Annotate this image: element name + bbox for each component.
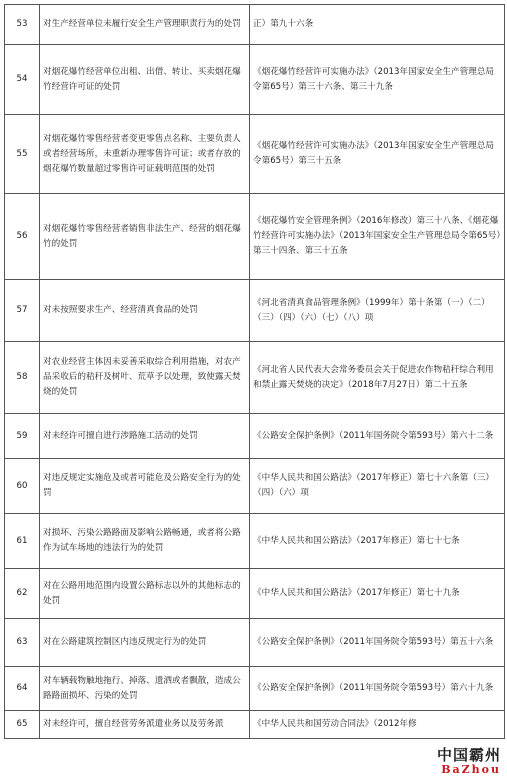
- table-row: [5, 459, 505, 514]
- legal-basis: 《烟花爆竹经营许可实施办法》（2013年国家安全生产管理总局令第65号）第三十六条、第三十九条: [250, 45, 505, 115]
- table-row: [5, 667, 505, 711]
- row-number: 65: [5, 711, 40, 739]
- table-row: [5, 619, 505, 667]
- table-row: [5, 280, 505, 342]
- row-number: 60: [5, 459, 40, 514]
- penalty-item: 对未经许可，擅自经营劳务派遣业务以及劳务派: [40, 711, 250, 739]
- legal-basis: 《烟花爆竹经营许可实施办法》（2013年国家安全生产管理总局令第65号）第三十五条: [250, 115, 505, 194]
- legal-basis: 《公路安全保护条例》（2011年国务院令第593号）第六十二条: [250, 414, 505, 459]
- row-number: 57: [5, 280, 40, 342]
- penalty-item: 对烟花爆竹零售经营者变更零售点名称、主要负责人或者经营场所，未重新办理零售许可证；或者存放的烟花爆竹数量超过零售许可证载明范围的处罚: [40, 115, 250, 194]
- legal-basis: 正）第九十六条: [250, 5, 505, 45]
- row-number: 62: [5, 569, 40, 619]
- legal-basis: 《中华人民共和国公路法》（2017年修正）第七十七条: [250, 514, 505, 569]
- penalty-item: 对未按照要求生产、经营清真食品的处罚: [40, 280, 250, 342]
- table-row: [5, 5, 505, 45]
- table-row: [5, 569, 505, 619]
- legal-basis: 《烟花爆竹安全管理条例》（2016年修改）第三十八条、《烟花爆竹经营许可实施办法》（2013年国家安全生产管理总局令第65号）第三十四条、第三十五条: [250, 194, 505, 280]
- penalty-item: 对烟花爆竹经营单位出租、出借、转让、买卖烟花爆竹经营许可证的处罚: [40, 45, 250, 115]
- legal-basis: 《中华人民共和国劳动合同法》（2012年修: [250, 711, 505, 739]
- table-row: [5, 194, 505, 280]
- table-row: [5, 115, 505, 194]
- watermark-pinyin: BaZhou: [441, 763, 501, 776]
- table-row: [5, 45, 505, 115]
- table-row: [5, 414, 505, 459]
- legal-basis: 《中华人民共和国公路法》（2017年修正）第七十六条第（三）（四）（六）项: [250, 459, 505, 514]
- row-number: 56: [5, 194, 40, 280]
- watermark-name: 中国霸州: [436, 746, 501, 764]
- penalty-item: 对违反规定实施危及或者可能危及公路安全行为的处罚: [40, 459, 250, 514]
- penalty-item: 对车辆载物触地拖行、掉落、遗洒或者飘散，造成公路路面损坏、污染的处罚: [40, 667, 250, 711]
- row-number: 53: [5, 5, 40, 45]
- table-row: [5, 342, 505, 414]
- penalty-item: 对在公路建筑控制区内违反规定行为的处罚: [40, 619, 250, 667]
- row-number: 54: [5, 45, 40, 115]
- table-body: [5, 5, 505, 739]
- penalty-table: [4, 4, 505, 739]
- legal-basis: 《中华人民共和国公路法》（2017年修正）第七十九条: [250, 569, 505, 619]
- bazhou-watermark-logo: [437, 744, 501, 776]
- penalty-item: 对在公路用地范围内设置公路标志以外的其他标志的处罚: [40, 569, 250, 619]
- penalty-item: 对未经许可擅自进行涉路施工活动的处罚: [40, 414, 250, 459]
- penalty-item: 对烟花爆竹零售经营者销售非法生产、经营的烟花爆竹的处罚: [40, 194, 250, 280]
- legal-basis: 《公路安全保护条例》（2011年国务院令第593号）第六十九条: [250, 667, 505, 711]
- row-number: 58: [5, 342, 40, 414]
- penalty-item: 对农业经营主体因未妥善采取综合利用措施，对农产品采收后的秸秆及树叶、荒草予以处理，致使露天焚烧的处罚: [40, 342, 250, 414]
- legal-basis: 《河北省人民代表大会常务委员会关于促进农作物秸秆综合利用和禁止露天焚烧的决定》（2018年7月27日）第二十五条: [250, 342, 505, 414]
- row-number: 59: [5, 414, 40, 459]
- table-row: [5, 514, 505, 569]
- table-row: [5, 711, 505, 739]
- penalty-item: 对损坏、污染公路路面及影响公路畅通，或者将公路作为试车场地的违法行为的处罚: [40, 514, 250, 569]
- row-number: 55: [5, 115, 40, 194]
- row-number: 64: [5, 667, 40, 711]
- row-number: 61: [5, 514, 40, 569]
- legal-basis: 《公路安全保护条例》（2011年国务院令第593号）第五十六条: [250, 619, 505, 667]
- penalty-item: 对生产经营单位未履行安全生产管理职责行为的处罚: [40, 5, 250, 45]
- legal-basis: 《河北省清真食品管理条例》（1999年）第十条第（一）（二）（三）（四）（六）（七）（八）项: [250, 280, 505, 342]
- row-number: 63: [5, 619, 40, 667]
